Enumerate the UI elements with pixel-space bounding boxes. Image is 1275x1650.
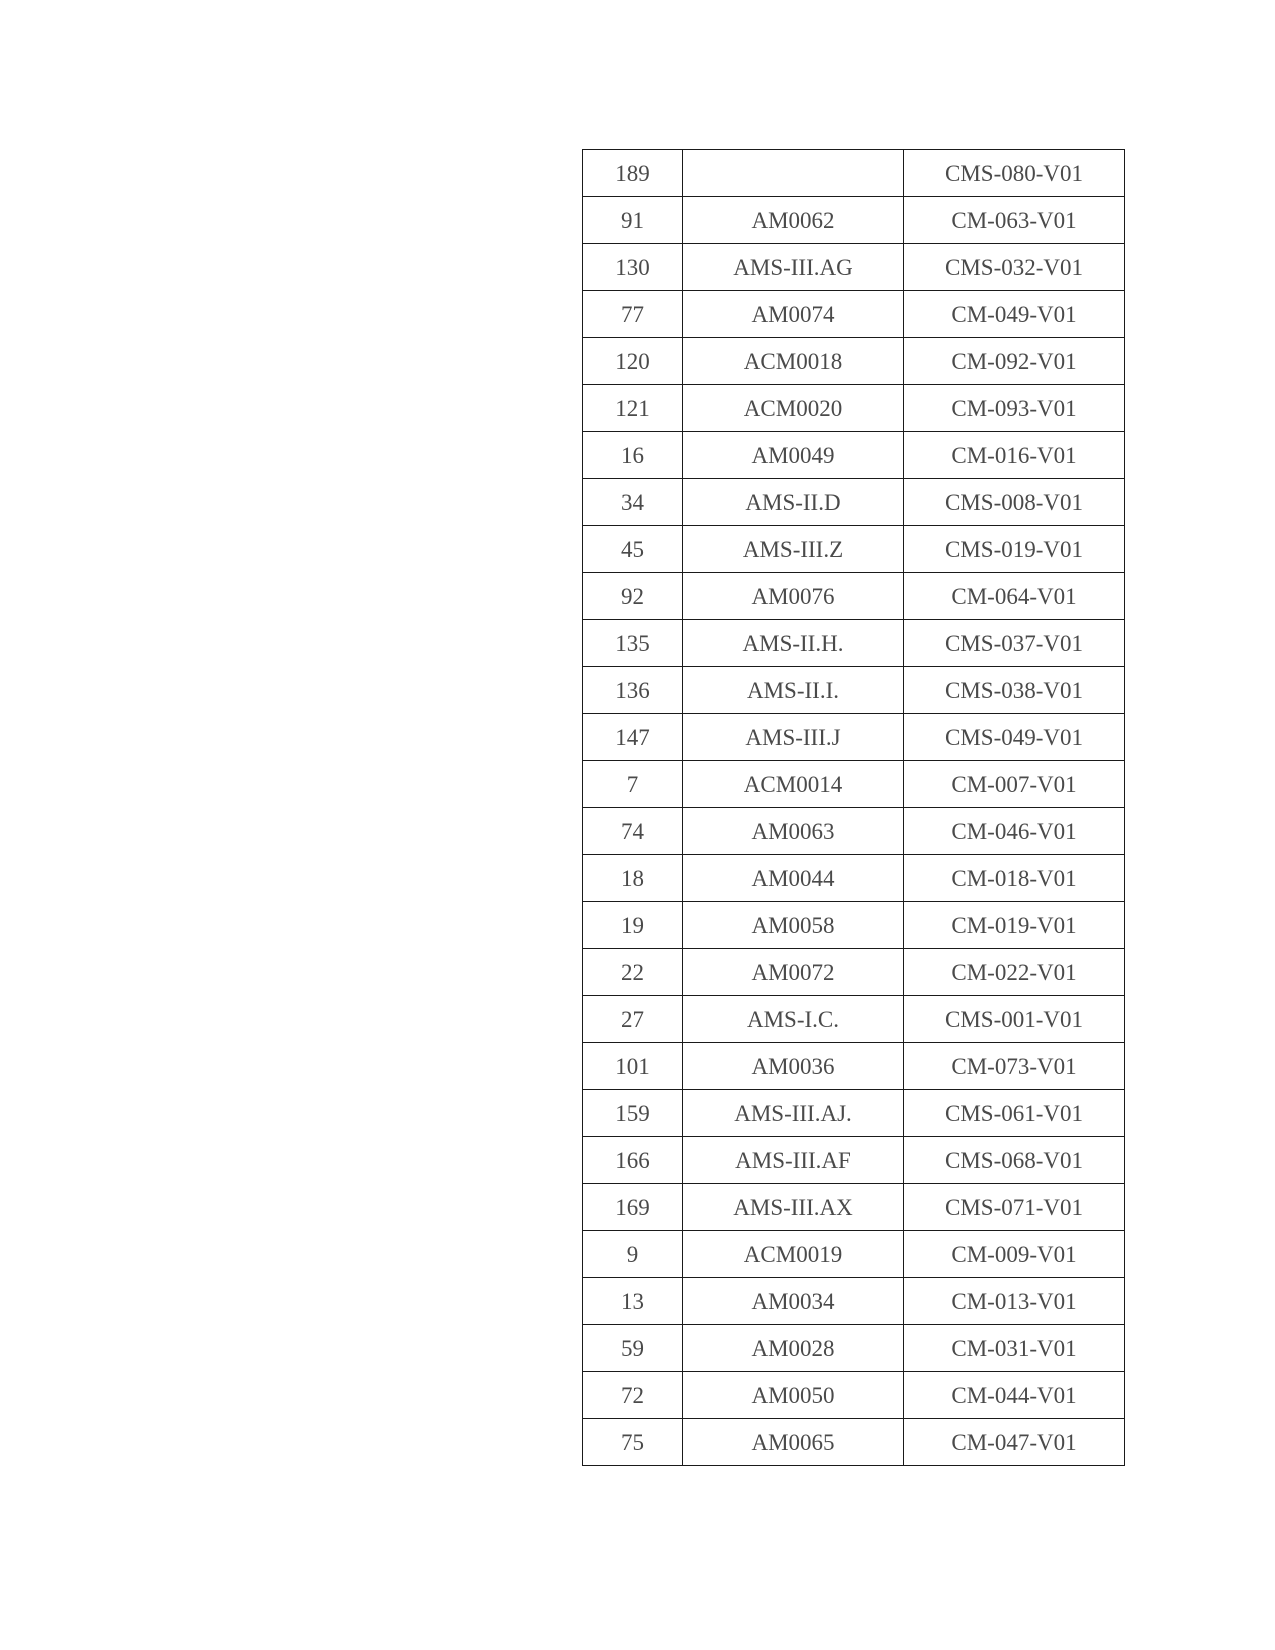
methodology-code-cell: AM0036	[683, 1043, 904, 1090]
row-number-cell: 121	[583, 385, 683, 432]
methodology-code-cell: AM0049	[683, 432, 904, 479]
row-number-cell: 27	[583, 996, 683, 1043]
table-row	[583, 667, 1125, 714]
methodology-code-cell: AM0050	[683, 1372, 904, 1419]
table-row	[583, 291, 1125, 338]
methodology-code-cell: AMS-III.J	[683, 714, 904, 761]
cm-code-cell: CM-019-V01	[904, 902, 1125, 949]
methodology-table	[582, 149, 1125, 1466]
table-row	[583, 902, 1125, 949]
row-number-cell: 22	[583, 949, 683, 996]
table-row	[583, 714, 1125, 761]
methodology-code-cell: AM0034	[683, 1278, 904, 1325]
table-row	[583, 1419, 1125, 1466]
methodology-code-cell: ACM0018	[683, 338, 904, 385]
row-number-cell: 189	[583, 150, 683, 197]
table-row	[583, 479, 1125, 526]
cm-code-cell: CMS-008-V01	[904, 479, 1125, 526]
cm-code-cell: CM-093-V01	[904, 385, 1125, 432]
methodology-code-cell: AMS-III.Z	[683, 526, 904, 573]
row-number-cell: 91	[583, 197, 683, 244]
table-row	[583, 338, 1125, 385]
table-row	[583, 808, 1125, 855]
row-number-cell: 9	[583, 1231, 683, 1278]
methodology-code-cell: AMS-III.AX	[683, 1184, 904, 1231]
cm-code-cell: CMS-080-V01	[904, 150, 1125, 197]
row-number-cell: 19	[583, 902, 683, 949]
methodology-code-cell: ACM0019	[683, 1231, 904, 1278]
methodology-code-cell: AM0058	[683, 902, 904, 949]
cm-code-cell: CM-007-V01	[904, 761, 1125, 808]
methodology-code-cell: AMS-II.H.	[683, 620, 904, 667]
methodology-code-cell: AM0072	[683, 949, 904, 996]
table-row	[583, 526, 1125, 573]
row-number-cell: 34	[583, 479, 683, 526]
methodology-code-cell: AM0065	[683, 1419, 904, 1466]
methodology-code-cell: AMS-I.C.	[683, 996, 904, 1043]
table-row	[583, 855, 1125, 902]
row-number-cell: 16	[583, 432, 683, 479]
cm-code-cell: CMS-001-V01	[904, 996, 1125, 1043]
cm-code-cell: CM-044-V01	[904, 1372, 1125, 1419]
cm-code-cell: CM-092-V01	[904, 338, 1125, 385]
table-row	[583, 1184, 1125, 1231]
table-row	[583, 949, 1125, 996]
row-number-cell: 147	[583, 714, 683, 761]
row-number-cell: 7	[583, 761, 683, 808]
table-row	[583, 996, 1125, 1043]
row-number-cell: 75	[583, 1419, 683, 1466]
row-number-cell: 72	[583, 1372, 683, 1419]
methodology-code-cell: AM0028	[683, 1325, 904, 1372]
cm-code-cell: CM-064-V01	[904, 573, 1125, 620]
methodology-code-cell: AMS-III.AJ.	[683, 1090, 904, 1137]
row-number-cell: 169	[583, 1184, 683, 1231]
table-row	[583, 1231, 1125, 1278]
row-number-cell: 101	[583, 1043, 683, 1090]
table-row	[583, 1090, 1125, 1137]
row-number-cell: 74	[583, 808, 683, 855]
cm-code-cell: CM-022-V01	[904, 949, 1125, 996]
table-row	[583, 620, 1125, 667]
table-row	[583, 385, 1125, 432]
table-row	[583, 1325, 1125, 1372]
table-row	[583, 1278, 1125, 1325]
cm-code-cell: CMS-061-V01	[904, 1090, 1125, 1137]
cm-code-cell: CMS-049-V01	[904, 714, 1125, 761]
methodology-code-cell: AM0076	[683, 573, 904, 620]
cm-code-cell: CMS-037-V01	[904, 620, 1125, 667]
table-row	[583, 432, 1125, 479]
cm-code-cell: CM-047-V01	[904, 1419, 1125, 1466]
row-number-cell: 13	[583, 1278, 683, 1325]
methodology-code-cell: AMS-III.AG	[683, 244, 904, 291]
row-number-cell: 18	[583, 855, 683, 902]
row-number-cell: 92	[583, 573, 683, 620]
table-row	[583, 150, 1125, 197]
methodology-code-cell: AM0062	[683, 197, 904, 244]
cm-code-cell: CM-063-V01	[904, 197, 1125, 244]
row-number-cell: 130	[583, 244, 683, 291]
cm-code-cell: CM-013-V01	[904, 1278, 1125, 1325]
cm-code-cell: CMS-068-V01	[904, 1137, 1125, 1184]
cm-code-cell: CM-018-V01	[904, 855, 1125, 902]
row-number-cell: 45	[583, 526, 683, 573]
cm-code-cell: CM-046-V01	[904, 808, 1125, 855]
table-row	[583, 761, 1125, 808]
table-row	[583, 197, 1125, 244]
table-row	[583, 1043, 1125, 1090]
row-number-cell: 77	[583, 291, 683, 338]
methodology-code-cell: AMS-II.D	[683, 479, 904, 526]
methodology-code-cell: AM0063	[683, 808, 904, 855]
row-number-cell: 166	[583, 1137, 683, 1184]
methodology-code-cell: AMS-III.AF	[683, 1137, 904, 1184]
cm-code-cell: CMS-019-V01	[904, 526, 1125, 573]
row-number-cell: 159	[583, 1090, 683, 1137]
cm-code-cell: CM-073-V01	[904, 1043, 1125, 1090]
row-number-cell: 120	[583, 338, 683, 385]
table-row	[583, 573, 1125, 620]
methodology-code-cell: AM0044	[683, 855, 904, 902]
methodology-code-cell: AMS-II.I.	[683, 667, 904, 714]
methodology-code-cell: AM0074	[683, 291, 904, 338]
table-row	[583, 244, 1125, 291]
row-number-cell: 136	[583, 667, 683, 714]
cm-code-cell: CM-049-V01	[904, 291, 1125, 338]
cm-code-cell: CMS-032-V01	[904, 244, 1125, 291]
methodology-code-cell	[683, 150, 904, 197]
cm-code-cell: CM-031-V01	[904, 1325, 1125, 1372]
table-row	[583, 1372, 1125, 1419]
table-body	[583, 150, 1125, 1466]
row-number-cell: 59	[583, 1325, 683, 1372]
methodology-code-cell: ACM0020	[683, 385, 904, 432]
methodology-code-cell: ACM0014	[683, 761, 904, 808]
cm-code-cell: CM-016-V01	[904, 432, 1125, 479]
cm-code-cell: CM-009-V01	[904, 1231, 1125, 1278]
row-number-cell: 135	[583, 620, 683, 667]
cm-code-cell: CMS-071-V01	[904, 1184, 1125, 1231]
table-row	[583, 1137, 1125, 1184]
cm-code-cell: CMS-038-V01	[904, 667, 1125, 714]
